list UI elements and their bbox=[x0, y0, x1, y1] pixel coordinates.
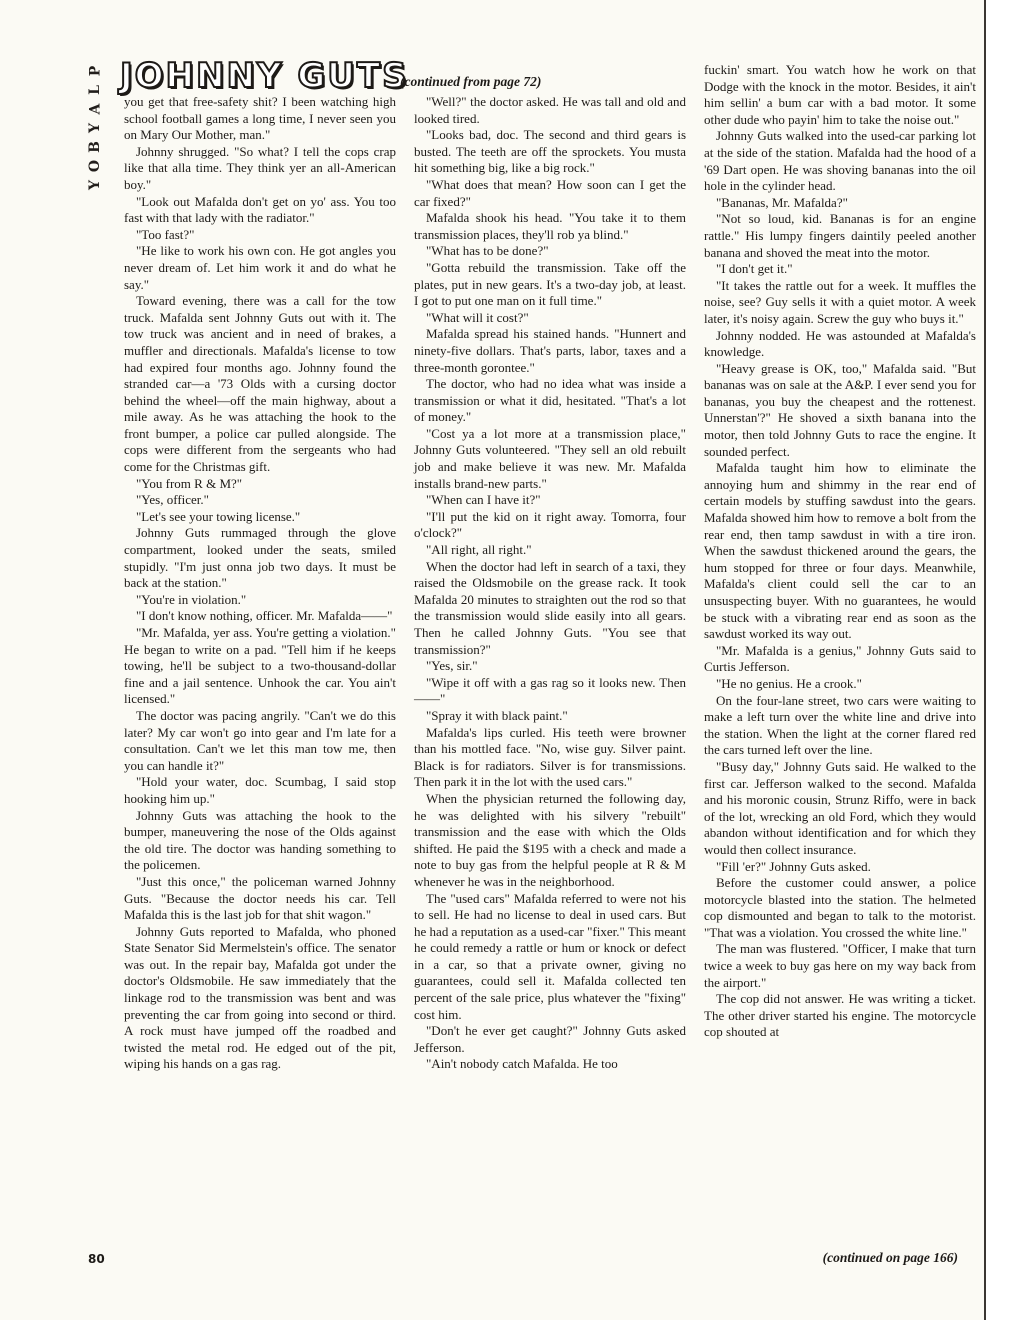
continued-from-note: (continued from page 72) bbox=[400, 74, 542, 89]
paragraph: "Fill 'er?" Johnny Guts asked. bbox=[716, 858, 871, 874]
spine-letter: Y bbox=[87, 180, 103, 190]
paragraph: Johnny Guts walked into the used-car parking lot at the side of the station. Mafalda had the hood of a '69 Dart open. He was shoving bananas into the oil hole in the cylinder head. bbox=[704, 128, 976, 194]
scan-edge bbox=[984, 0, 1020, 1320]
paragraph: "Yes, sir." bbox=[426, 658, 478, 674]
paragraph: "Yes, officer." bbox=[136, 492, 209, 508]
paragraph: "Look out Mafalda don't get on yo' ass. You too fast with that lady with the radiator." bbox=[124, 193, 396, 226]
paragraph: "Well?" the doctor asked. He was tall and old and looked tired. bbox=[414, 94, 686, 126]
spine-letter: P bbox=[87, 65, 103, 77]
paragraph: "Bananas, Mr. Mafalda?" bbox=[716, 194, 848, 210]
paragraph: The cop did not answer. He was writing a ticket. The other driver started his engine. The motorcycle cop shouted at bbox=[704, 991, 976, 1040]
spine-letter: B bbox=[87, 141, 103, 153]
paragraph: The doctor was pacing angrily. "Can't we do this later? My car won't go into gear and I'm late for a consultation. Can't we let this man tow me, then you can handle it?" bbox=[124, 707, 396, 773]
paragraph: Mafalda taught him how to eliminate the annoying hum and shimmy in the rear end of certain models by stuffing sawdust into the gears. Mafalda showed him how to remove a bolt from the rear end, then tamp sawdust in with a tire iron. When the sawdust thickened around the gears, the hum stopped for three or four days. Meanwhile, Mafalda's client could sell the car to an unsuspecting buyer. With no guarantees, he would be stuck with a vibrating rear end as soon as the sawdust worked its way out. bbox=[704, 460, 976, 642]
paragraph: Before the customer could answer, a police motorcycle blasted into the station. The helmeted cop dismounted and began to talk to the motorist. "That was a violation. You crossed the white line." bbox=[704, 875, 976, 940]
paragraph: The doctor, who had no idea what was inside a transmission or what it did, hesitated. "That's a lot of money." bbox=[414, 376, 686, 425]
paragraph: "Busy day," Johnny Guts said. He walked to the first car. Jefferson walked to the second. Mafalda and his moronic cousin, Strunz Riffo, were in back of the lot, wrecking an old Ford, which they would abandon without identification and for which they would then collect insurance. bbox=[704, 758, 976, 857]
paragraph: "Spray it with black paint." bbox=[426, 707, 568, 723]
paragraph: On the four-lane street, two cars were waiting to make a left turn over the white line and drive into the station. When the light at the corner flared red the cars turned left over the line. bbox=[704, 692, 976, 758]
paragraph: "Cost ya a lot more at a transmission place," Johnny Guts volunteered. "They sell an old rebuilt job and make believe it was new. Mr. Mafalda installs brand-new parts." bbox=[414, 425, 686, 491]
paragraph: Johnny nodded. He was astounded at Mafalda's knowledge. bbox=[704, 327, 976, 360]
paragraph: "When can I have it?" bbox=[426, 492, 541, 508]
paragraph: "I'll put the kid on it right away. Tomorra, four o'clock?" bbox=[414, 508, 686, 541]
paragraph: Mafalda shook his head. "You take it to them transmission places, they'll rob ya blind." bbox=[414, 210, 686, 242]
story-title: JOHNNY GUTS bbox=[120, 56, 409, 96]
paragraph: "What has to be done?" bbox=[426, 243, 549, 259]
paragraph: "He like to work his own con. He got angles you never dream of. Let him work it and do what he say." bbox=[124, 243, 396, 292]
spine-letter: A bbox=[87, 103, 103, 115]
paragraph: "Looks bad, doc. The second and third gears is busted. The teeth are off the sprockets. You musta hit something big, like a big rock." bbox=[414, 127, 686, 176]
paragraph: "Just this once," the policeman warned Johnny Guts. "Because the doctor needs his car. Tell Mafalda this is the last job for that shit wagon." bbox=[124, 873, 396, 923]
paragraph: "What does that mean? How soon can I get the car fixed?" bbox=[414, 176, 686, 209]
paragraph: "All right, all right." bbox=[426, 542, 532, 558]
text-column-3 bbox=[704, 62, 976, 1041]
paragraph: Mafalda spread his stained hands. "Hunnert and ninety-five dollars. That's parts, labor, taxes and a three-month gorontee." bbox=[414, 326, 686, 375]
paragraph: "I don't know nothing, officer. Mr. Mafalda——" bbox=[136, 608, 393, 624]
paragraph: Mafalda's lips curled. His teeth were browner than his mottled face. "No, wise guy. Silver paint. Black is for radiators. Silver is for transmissions. Then park it in the lot with the used cars." bbox=[414, 724, 686, 790]
paragraph: "He no genius. He a crook." bbox=[716, 675, 862, 691]
page-number: 80 bbox=[88, 1252, 105, 1266]
paragraph: "It takes the rattle out for a week. It muffles the noise, see? Guy sells it with a quiet motor. A week later, it's noisy again. Screw the guy who buys it." bbox=[704, 277, 976, 326]
paragraph: "Not so loud, kid. Bananas is for an engine rattle." His lumpy fingers daintily peeled another banana and shoved the meat into the motor. bbox=[704, 211, 976, 260]
spine-letter: O bbox=[86, 159, 103, 173]
paragraph: you get that free-safety shit? I been watching high school football games a long time, I never seen you on Mary Our Mother, man." bbox=[124, 94, 396, 143]
paragraph: Toward evening, there was a call for the tow truck. Mafalda sent Johnny Guts out with it. The tow truck was ancient and in need of brakes, a muffler and directionals. Mafalda's license to tow had expired four months ago. Johnny found the stranded car—a '73 Olds with a cursing doctor behind the wheel—off the main highway, about a mile away. As he was attaching the hook to the front bumper, a police car pulled alongside. The cops were different from the sergeants who had come for the Christmas gift. bbox=[124, 293, 396, 475]
paragraph: "Too fast?" bbox=[136, 226, 195, 242]
paragraph: "Gotta rebuild the transmission. Take off the plates, put in new gears. It's a two-day job, at least. I got to put one man on it full time." bbox=[414, 259, 686, 309]
paragraph: When the doctor had left in search of a taxi, they raised the Oldsmobile on the grease rack. It took Mafalda 20 minutes to straighten out the rod so that the transmission would slide easily into all gears. Then he called Johnny Guts. "You see that transmission?" bbox=[414, 558, 686, 657]
paragraph: "Ain't nobody catch Mafalda. He too bbox=[426, 1056, 618, 1072]
spine-letter: L bbox=[87, 85, 103, 95]
paragraph: Johnny Guts reported to Mafalda, who phoned State Senator Sid Mermelstein's office. The senator was out. In the repair bay, Mafalda got under the doctor's Oldsmobile. He saw immediately that the linkage rod to the transmission was bent and was preventing the car from going into second or third. A rock must have jumped off the roadbed and twisted the metal rod. He edged out of the pit, wiping his hands on a gas rag. bbox=[124, 923, 396, 1072]
paragraph: "Hold your water, doc. Scumbag, I said stop hooking him up." bbox=[124, 774, 396, 806]
paragraph: "I don't get it." bbox=[716, 261, 793, 277]
paragraph: "Heavy grease is OK, too," Mafalda said. "But bananas was on sale at the A&P. I ever send you for bananas, you buy the cheapest and the rottenest. Unnerstan'?" He shoved a sixth banana into the motor, then told Johnny Guts to race the engine. It sounded perfect. bbox=[704, 360, 976, 459]
paragraph: The "used cars" Mafalda referred to were not his to sell. He had no license to deal in used cars. But he had a reputation as a used-car "fixer." This meant he could remedy a rattle or hum or knock or defect in a car, so that a private owner, giving no guarantees, could sell it. Mafalda collected ten percent of the sale price, plus whatever the "fixing" cost him. bbox=[414, 890, 686, 1022]
paragraph: The man was flustered. "Officer, I make that turn twice a week to buy gas here on my way back from the airport." bbox=[704, 941, 976, 990]
paragraph: Johnny Guts rummaged through the glove compartment, looked under the seats, smiled stupidly. "I'm just onna job two days. It must be back at the station." bbox=[124, 525, 396, 591]
spine-letter: Y bbox=[87, 123, 103, 133]
paragraph: "You from R & M?" bbox=[136, 475, 243, 491]
paragraph: "Don't he ever get caught?" Johnny Guts asked Jefferson. bbox=[414, 1023, 686, 1055]
paragraph: "You're in violation." bbox=[136, 591, 247, 607]
paragraph: "What will it cost?" bbox=[426, 309, 529, 325]
paragraph: "Wipe it off with a gas rag so it looks new. Then——" bbox=[414, 674, 686, 707]
paragraph: fuckin' smart. You watch how he work on that Dodge with the knock in the motor. Besides, it ain't him sellin' a bum car with a bad motor. It some other dude who payin' him to take the noise out." bbox=[704, 62, 976, 127]
text-column-2 bbox=[414, 94, 686, 1073]
paragraph: "Mr. Mafalda is a genius," Johnny Guts said to Curtis Jefferson. bbox=[704, 642, 976, 675]
text-column-1 bbox=[124, 94, 396, 1073]
continued-to-note: (continued on page 166) bbox=[822, 1250, 958, 1265]
magazine-name-vertical bbox=[84, 62, 106, 195]
paragraph: Johnny shrugged. "So what? I tell the cops crap like that alla time. They think yer an all-American boy." bbox=[124, 143, 396, 192]
paragraph: "Let's see your towing license." bbox=[136, 508, 301, 524]
paragraph: "Mr. Mafalda, yer ass. You're getting a violation." He began to write on a pad. "Tell him if he keeps towing, he'll be subject to a two-thousand-dollar fine and a jail sentence. Unhook the car. You ain't licensed." bbox=[124, 625, 396, 707]
paragraph: Johnny Guts was attaching the hook to the bumper, maneuvering the nose of the Olds against the old tire. The doctor was handing something to the policemen. bbox=[124, 807, 396, 873]
paragraph: When the physician returned the following day, he was delighted with his silvery "rebuilt" transmission and the ease with which the Olds shifted. He paid the $195 with a check and made a note to buy gas from the helpful people at R & M whenever he was in the neighborhood. bbox=[414, 790, 686, 889]
